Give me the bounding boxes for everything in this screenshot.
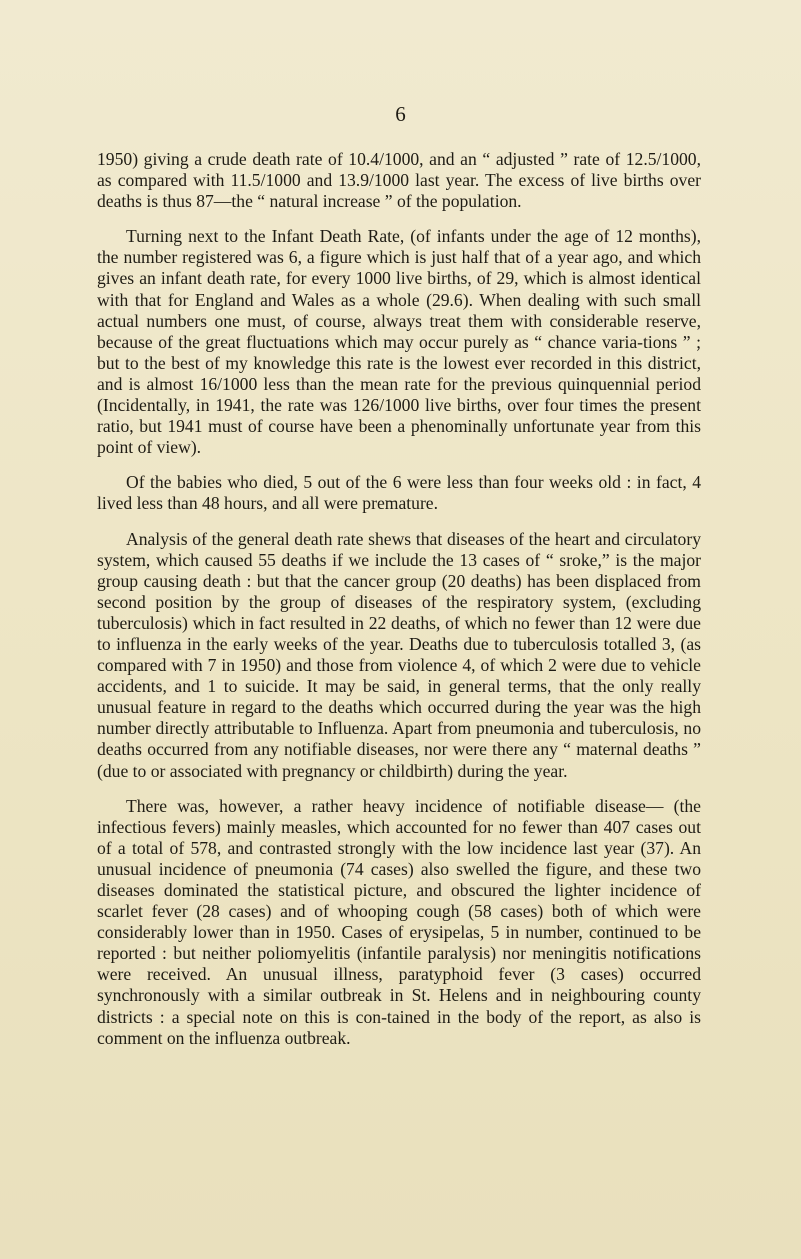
paragraph-babies-died: Of the babies who died, 5 out of the 6 were less than four weeks old : in fact, 4 lived less than 48 hours, and all were premature. [97,472,701,514]
paragraph-infant-death-rate: Turning next to the Infant Death Rate, (of infants under the age of 12 months), the number registered was 6, a figure which is just half that of a year ago, and which gives an infant death rate, for every 1000 live births, of 29, which is almost identical with that for England and Wales as a whole (29.6). When dealing with such small actual numbers one must, of course, always treat them with considerable reserve, because of the great fluctuations which may occur purely as “ chance varia-tions ” ; but to the best of my knowledge this rate is the lowest ever recorded in this district, and is almost 16/1000 less than the mean rate for the previous quinquennial period (Incidentally, in 1941, the rate was 126/1000 live births, over four times the present ratio, but 1941 must of course have been a phenominally unfortunate year from this point of view). [97,226,701,458]
paragraph-death-rate-analysis: Analysis of the general death rate shews that diseases of the heart and circulatory system, which caused 55 deaths if we include the 13 cases of “ sroke,” is the major group causing death : but that the cancer group (20 deaths) has been displaced from second position by the group of diseases of the respiratory system, (excluding tuberculosis) which in fact resulted in 22 deaths, of which no fewer than 12 were due to influenza in the early weeks of the year. Deaths due to tuberculosis totalled 3, (as compared with 7 in 1950) and those from violence 4, of which 2 were due to vehicle accidents, and 1 to suicide. It may be said, in general terms, that the only really unusual feature in regard to the deaths which occurred during the year was the high number directly attributable to Influenza. Apart from pneumonia and tuberculosis, no deaths occurred from any notifiable diseases, nor were there any “ maternal deaths ” (due to or associated with pregnancy or childbirth) during the year. [97,528,701,781]
page-number: 6 [395,102,406,126]
paragraph-notifiable-disease: There was, however, a rather heavy incidence of notifiable disease— (the infectious fevers) mainly measles, which accounted for no fewer than 407 cases out of a total of 578, and contrasted strongly with the low incidence last year (37). An unusual incidence of pneumonia (74 cases) also swelled the figure, and these two diseases dominated the statistical picture, and obscured the lighter incidence of scarlet fever (28 cases) and of whooping cough (58 cases) both of which were considerably lower than in 1950. Cases of erysipelas, 5 in number, continued to be reported : but neither poliomyelitis (infantile paralysis) nor meningitis notifications were received. An unusual illness, paratyphoid fever (3 cases) occurred synchronously with a similar outbreak in St. Helens and in neighbouring county districts : a special note on this is con-tained in the body of the report, as also is comment on the influenza outbreak. [97,795,701,1048]
paragraph-death-rate: 1950) giving a crude death rate of 10.4/1000, and an “ adjusted ” rate of 12.5/1000, as compared with 11.5/1000 and 13.9/1000 last year. The excess of live births over deaths is thus 87—the “ natural increase ” of the population. [97,149,701,212]
body-text [97,149,701,1063]
